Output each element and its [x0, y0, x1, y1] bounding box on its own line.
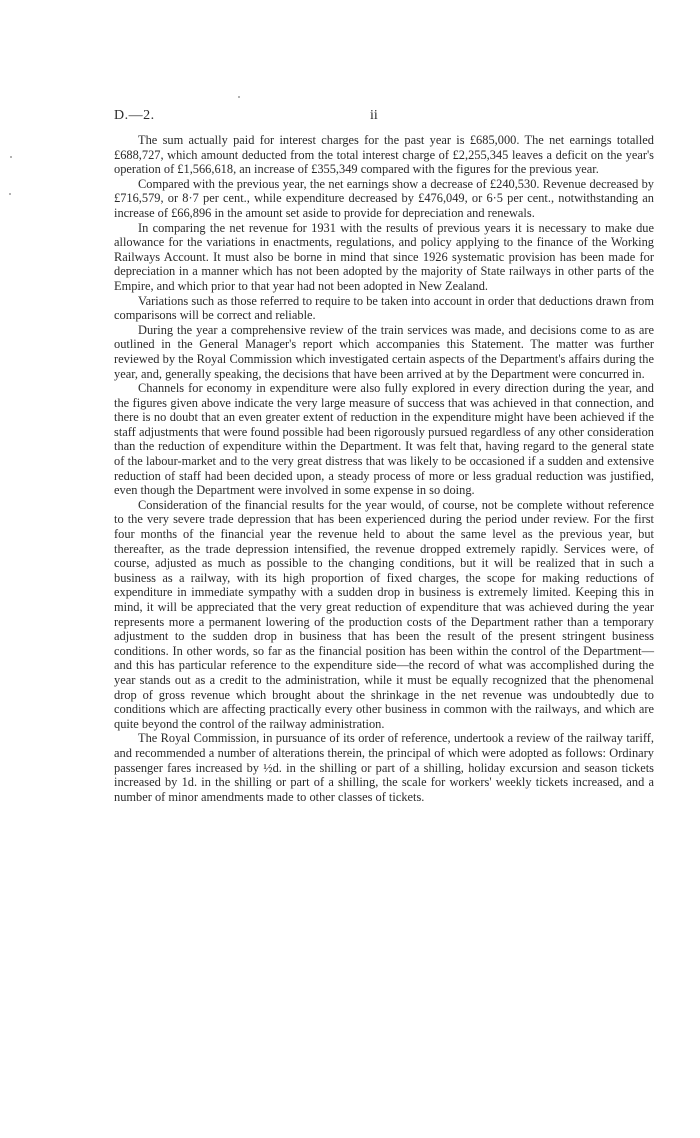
document-reference: D.—2. — [114, 108, 155, 123]
paragraph-train-services-review: During the year a comprehensive review of the train services was made, and decisions come to as are outlined in the General Manager's report which accompanies this Statement. The matter was further reviewed by the Royal Commission which investigated certain aspects of the Department's affairs during the year, and, generally speaking, the decisions that have been arrived at by the Department were concurred in. — [114, 322, 654, 381]
page-number: ii — [370, 108, 378, 123]
paragraph-net-revenue-1931: In comparing the net revenue for 1931 with the results of previous years it is necessary to make due allowance for the variations in enactments, regulations, and policy applying to the finance of the Working Railways Account. It must also be borne in mind that since 1926 systematic provision has been made for depreciation in a manner which has not been adopted by the majority of State railways in other parts of the Empire, and which prior to that year had not been adopted in New Zealand. — [114, 220, 654, 293]
page-header — [114, 108, 654, 128]
body-text — [114, 133, 654, 804]
paragraph-trade-depression: Consideration of the financial results for the year would, of course, not be complete without reference to the very severe trade depression that has been experienced during the period under review. For the first four months of the financial year the revenue held to about the same level as the previous year, but thereafter, as the trade depression intensified, the revenue dropped extremely rapidly. Services were, of course, adjusted as much as possible to the changing conditions, but it will be realized that in such a business as a railway, with its high proportion of fixed charges, the scope for making reductions of expenditure in immediate sympathy with a sudden drop in business is extremely limited. Keeping this in mind, it will be appreciated that the very great reduction of expenditure that was achieved during the year represents more a permanent lowering of the production costs of the Department rather than a temporary adjustment to the sudden drop in business that has been the result of the present stringent business conditions. In other words, so far as the financial position has been within the control of the Department—and this has particular reference to the expenditure side—the record of what was accomplished during the year stands out as a credit to the administration, while it must be equally recognized that the phenomenal drop of gross revenue which brought about the shrinkage in the net revenue was undoubtedly due to conditions which are affecting practically every other business in common with the railways, and which are quite beyond the control of the railway administration. — [114, 497, 654, 731]
scan-speck — [10, 156, 12, 158]
paragraph-variations: Variations such as those referred to require to be taken into account in order that deductions drawn from comparisons will be correct and reliable. — [114, 293, 654, 323]
paragraph-interest-charges: The sum actually paid for interest charges for the past year is £685,000. The net earnings totalled £688,727, which amount deducted from the total interest charge of £2,255,345 leaves a deficit on the year's operation of £1,566,618, an increase of £355,349 compared with the figures for the previous year. — [114, 133, 654, 177]
paragraph-railway-tariff: The Royal Commission, in pursuance of its order of reference, undertook a review of the railway tariff, and recommended a number of alterations therein, the principal of which were adopted as follows: Ordinary passenger fares increased by ½d. in the shilling or part of a shilling, holiday excursion and season tickets increased by 1d. in the shilling or part of a shilling, the scale for workers' weekly tickets increased, and a number of minor amendments made to other classes of tickets. — [114, 731, 654, 804]
scan-speck — [238, 96, 240, 98]
paragraph-net-earnings-comparison: Compared with the previous year, the net earnings show a decrease of £240,530. Revenue decreased by £716,579, or 8·7 per cent., while expenditure decreased by £476,049, or 6·5 per cent., notwithstanding an increase of £66,896 in the amount set aside to provide for depreciation and renewals. — [114, 176, 654, 220]
scan-speck — [9, 193, 11, 195]
paragraph-economy-channels: Channels for economy in expenditure were also fully explored in every direction during the year, and the figures given above indicate the very large measure of success that was achieved in that connection, and there is no doubt that an even greater extent of reduction in the expenditure might have been achieved if the staff adjustments that were found possible had been rigorously pursued regardless of any other consideration than the reduction of expenditure within the Department. It was felt that, having regard to the general state of the labour-market and to the very great distress that was likely to be occasioned if a sudden and extensive reduction of staff had been decided upon, a steady process of more or less gradual reduction was justified, even though the Department were involved in some expense in so doing. — [114, 381, 654, 498]
